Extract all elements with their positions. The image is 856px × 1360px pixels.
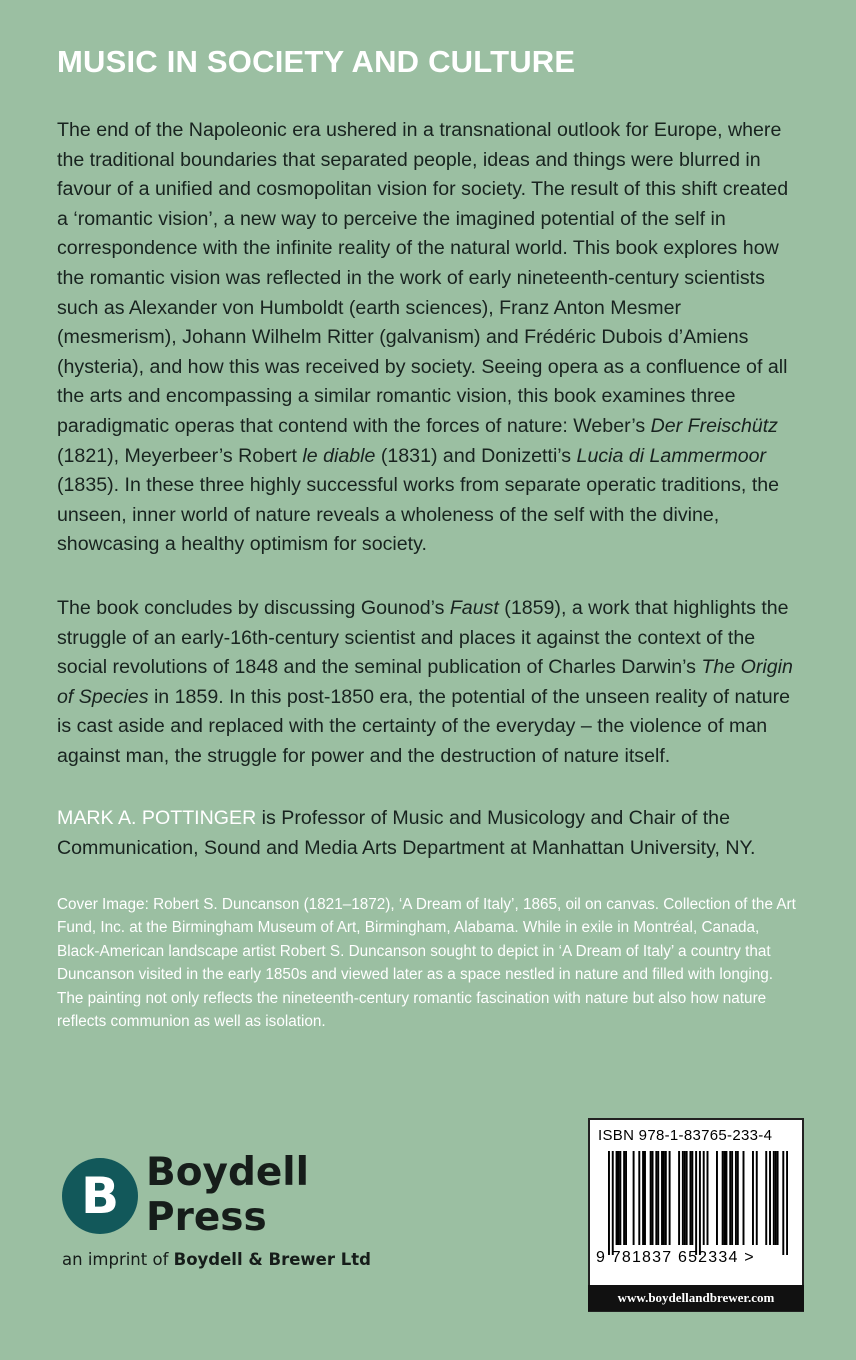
blurb-text: (1831) and Donizetti’s	[375, 444, 577, 467]
barcode-bar	[743, 1151, 745, 1245]
barcode-bar	[625, 1151, 627, 1245]
author-bio-text: is Professor of Music and Musicology and Chair of the Communication, Sound and Media Arts Department at Manhattan University, NY.	[57, 807, 756, 859]
barcode-bar	[617, 1151, 619, 1245]
barcode-bar	[782, 1151, 784, 1255]
barcode-bar	[661, 1151, 663, 1245]
barcode-bar	[735, 1151, 737, 1245]
barcode-bar	[752, 1151, 754, 1245]
isbn-barcode	[588, 1118, 804, 1312]
blurb-text: The book concludes by discussing Gounod’s	[57, 597, 450, 619]
barcode-bar	[652, 1151, 654, 1245]
barcode-bar	[729, 1151, 731, 1245]
cover-image-credit: Cover Image: Robert S. Duncanson (1821–1872), ‘A Dream of Italy’, 1865, oil on canvas. Collection of the Art Fund, Inc. at the Birmingham Museum of Art, Birmingham, Alabama. While in exile in Montréal, Canada, Black-American landscape artist Robert S. Duncanson sought to depict in ‘A Dream of Italy’ a country that Duncanson visited in the early 1850s and viewed later as a space nestled in nature and filled with longing. The painting not only reflects the nineteenth-century romantic fascination with nature but also how nature reflects communion as well as isolation.	[57, 896, 796, 1031]
barcode-bar	[716, 1151, 718, 1245]
blurb-text: (1859), a work that highlights the struggle of an early-16th-century scientist and places it against the context of the social revolutions of 1848 and the seminal publication of Charles Darwin’s	[57, 597, 789, 679]
barcode-bar	[663, 1151, 665, 1245]
barcode-bar	[633, 1151, 635, 1245]
barcode-bar	[638, 1151, 640, 1245]
barcode-bar	[756, 1151, 758, 1245]
barcode-bar	[650, 1151, 652, 1245]
barcode-bar	[725, 1151, 727, 1245]
author-name: MARK A. POTTINGER	[57, 807, 257, 829]
blurb-text: The end of the Napoleonic era ushered in a transnational outlook for Europe, where the traditional boundaries that separated people, ideas and things were blurred in favour of a unified and cosmopolitan vision for society. The result of this shift created a ‘romantic vision’, a new way to perceive the imagined potential of the self in correspondence with the infinite reality of the natural world. This book explores how the romantic vision was reflected in the work of early nineteenth-century scientists such as Alexander von Humboldt (earth sciences), Franz Anton Mesmer (mesmerism), Johann Wilhelm Ritter (galvanism) and Frédéric Dubois d’Amiens (hysteria), and how this was received by society. Seeing opera as a confluence of all the arts and encompassing a similar romantic vision, this book examines three paradigmatic operas that contend with the forces of nature: Weber’s	[57, 119, 789, 437]
imprint-line	[62, 1250, 371, 1269]
blurb-paragraph-1	[57, 116, 797, 560]
series-title: MUSIC IN SOCIETY AND CULTURE	[57, 44, 576, 79]
barcode-bar	[699, 1151, 701, 1255]
publisher-name-line-1: Boydell	[146, 1150, 310, 1195]
barcode-bar	[695, 1151, 697, 1255]
barcode-bar	[691, 1151, 693, 1245]
barcode-bar	[655, 1151, 657, 1245]
barcode-bar	[777, 1151, 779, 1245]
isbn-label: ISBN 978-1-83765-233-4	[598, 1127, 773, 1144]
publisher-name	[146, 1150, 309, 1240]
barcode-bar	[682, 1151, 684, 1245]
ean-digits: 9 781837 652334 >	[596, 1249, 755, 1266]
opera-title: le diable	[302, 444, 376, 467]
barcode-bar	[703, 1151, 705, 1245]
opera-title: Faust	[449, 597, 499, 619]
barcode-bar	[765, 1151, 767, 1245]
author-bio	[57, 804, 797, 863]
barcode-bar	[775, 1151, 777, 1245]
barcode-bar	[678, 1151, 680, 1245]
barcode-bar	[707, 1151, 709, 1245]
barcode-bar	[773, 1151, 775, 1245]
barcode-bar	[724, 1151, 726, 1245]
barcode-bar	[665, 1151, 667, 1245]
barcode-bar	[722, 1151, 724, 1245]
barcode-bar	[684, 1151, 686, 1245]
barcode-bar	[612, 1151, 614, 1255]
barcode-bar	[737, 1151, 739, 1245]
publisher-name-line-2: Press	[146, 1195, 267, 1240]
barcode-bars-icon	[608, 1151, 788, 1255]
imprint-prefix: an imprint of	[62, 1250, 174, 1269]
book-title: The Origin of Species	[57, 656, 793, 708]
barcode-bar	[689, 1151, 691, 1245]
barcode-bar	[644, 1151, 646, 1245]
blurb-text: in 1859. In this post-1850 era, the potential of the unseen reality of nature is cast aside and replaced with the certainty of the everyday – the violence of man against man, the struggle for power and the destruction of nature itself.	[57, 685, 791, 767]
barcode-bar	[616, 1151, 618, 1245]
opera-title: Der Freischütz	[650, 414, 778, 437]
barcode-bar	[608, 1151, 610, 1255]
barcode-bar	[786, 1151, 788, 1255]
imprint-name: Boydell & Brewer Ltd	[173, 1250, 371, 1269]
barcode-bar	[686, 1151, 688, 1245]
blurb-text: (1821), Meyerbeer’s Robert	[57, 444, 303, 467]
barcode-bar	[623, 1151, 625, 1245]
opera-title: Lucia di Lammermoor	[576, 444, 767, 467]
barcode-bar	[731, 1151, 733, 1245]
barcode-bar	[619, 1151, 621, 1245]
logo-letter: B	[80, 1167, 120, 1225]
barcode-bar	[642, 1151, 644, 1245]
blurb-paragraph-2	[57, 594, 797, 772]
barcode-bar	[769, 1151, 771, 1245]
blurb-text: (1835). In these three highly successful works from separate operatic traditions, the unseen, inner world of nature reveals a wholeness of the self with the divine, showcasing a healthy optimism for society.	[57, 474, 780, 556]
publisher-website: www.boydellandbrewer.com	[588, 1285, 804, 1311]
barcode-bar	[669, 1151, 671, 1245]
barcode-bar	[657, 1151, 659, 1245]
